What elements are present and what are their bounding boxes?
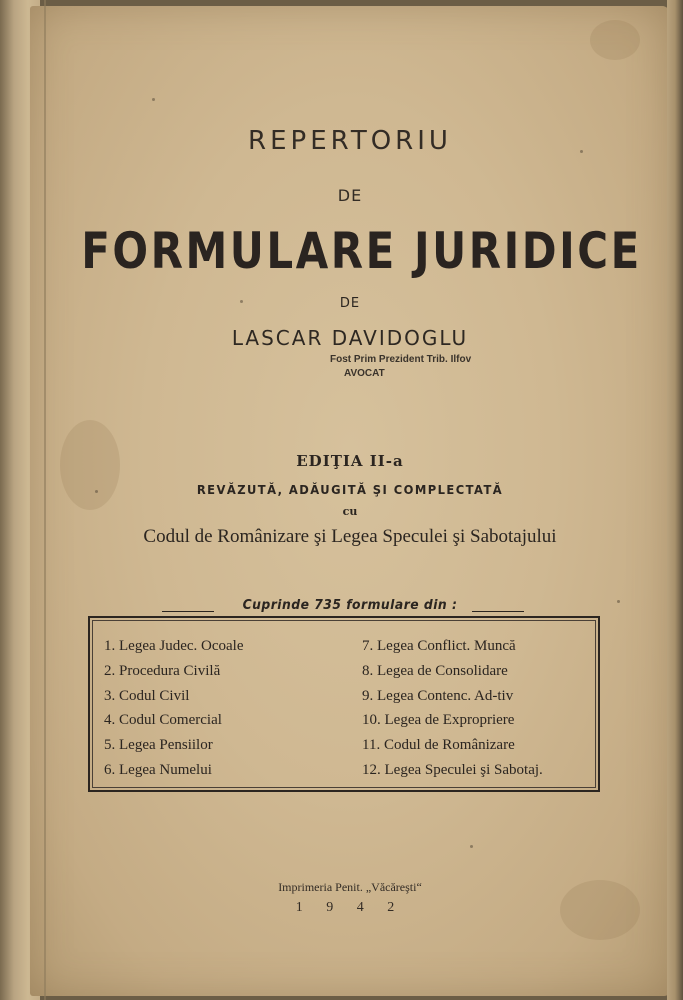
list-item: 5. Legea Pensiilor — [104, 737, 213, 754]
list-item: 11. Codul de Românizare — [362, 737, 515, 754]
author-occupation: AVOCAT — [344, 368, 385, 379]
list-item: 12. Legea Speculei şi Sabotaj. — [362, 761, 543, 778]
revision-note: REVĂZUTĂ, ADĂUGITĂ ŞI COMPLECTATĂ — [196, 483, 504, 497]
list-item: 1. Legea Judec. Ocoale — [104, 638, 244, 654]
list-item: 8. Legea de Consolidare — [362, 662, 508, 679]
contents-heading: Cuprinde 735 formulare din : — [242, 598, 458, 613]
main-title: FORMULARE JURIDICE — [81, 222, 642, 280]
edition: EDIŢIA II-a — [296, 452, 404, 470]
speck — [470, 845, 473, 848]
list-item: 4. Codul Comercial — [104, 712, 222, 729]
connector-de-author: DE — [339, 296, 361, 311]
author-name: LASCAR DAVIDOGLU — [231, 326, 469, 350]
list-item: 10. Legea de Expropriere — [362, 712, 515, 729]
connector-cu: cu — [342, 505, 358, 518]
speck — [152, 98, 155, 101]
author-position: Fost Prim Prezident Trib. Ilfov — [330, 354, 472, 365]
list-item: 3. Codul Civil — [104, 687, 190, 704]
included-codes: Codul de Românizare şi Legea Speculei şi Sabotajului — [143, 526, 557, 547]
heading-rule-right — [472, 611, 524, 612]
publication-year: 1 9 4 2 — [295, 900, 405, 915]
contents-list-right — [362, 634, 543, 783]
connector-de: DE — [337, 186, 363, 205]
stain — [590, 20, 640, 60]
printer: Imprimeria Penit. „Văcăreşti“ — [278, 880, 422, 894]
list-item: 2. Procedura Civilă — [104, 662, 221, 679]
list-item: 9. Legea Contenc. Ad-tiv — [362, 687, 514, 704]
contents-list-left — [104, 634, 244, 783]
list-item: 6. Legea Numelui — [104, 761, 212, 778]
series-title: REPERTORIU — [248, 126, 452, 156]
list-item: 7. Legea Conflict. Muncă — [362, 638, 516, 654]
